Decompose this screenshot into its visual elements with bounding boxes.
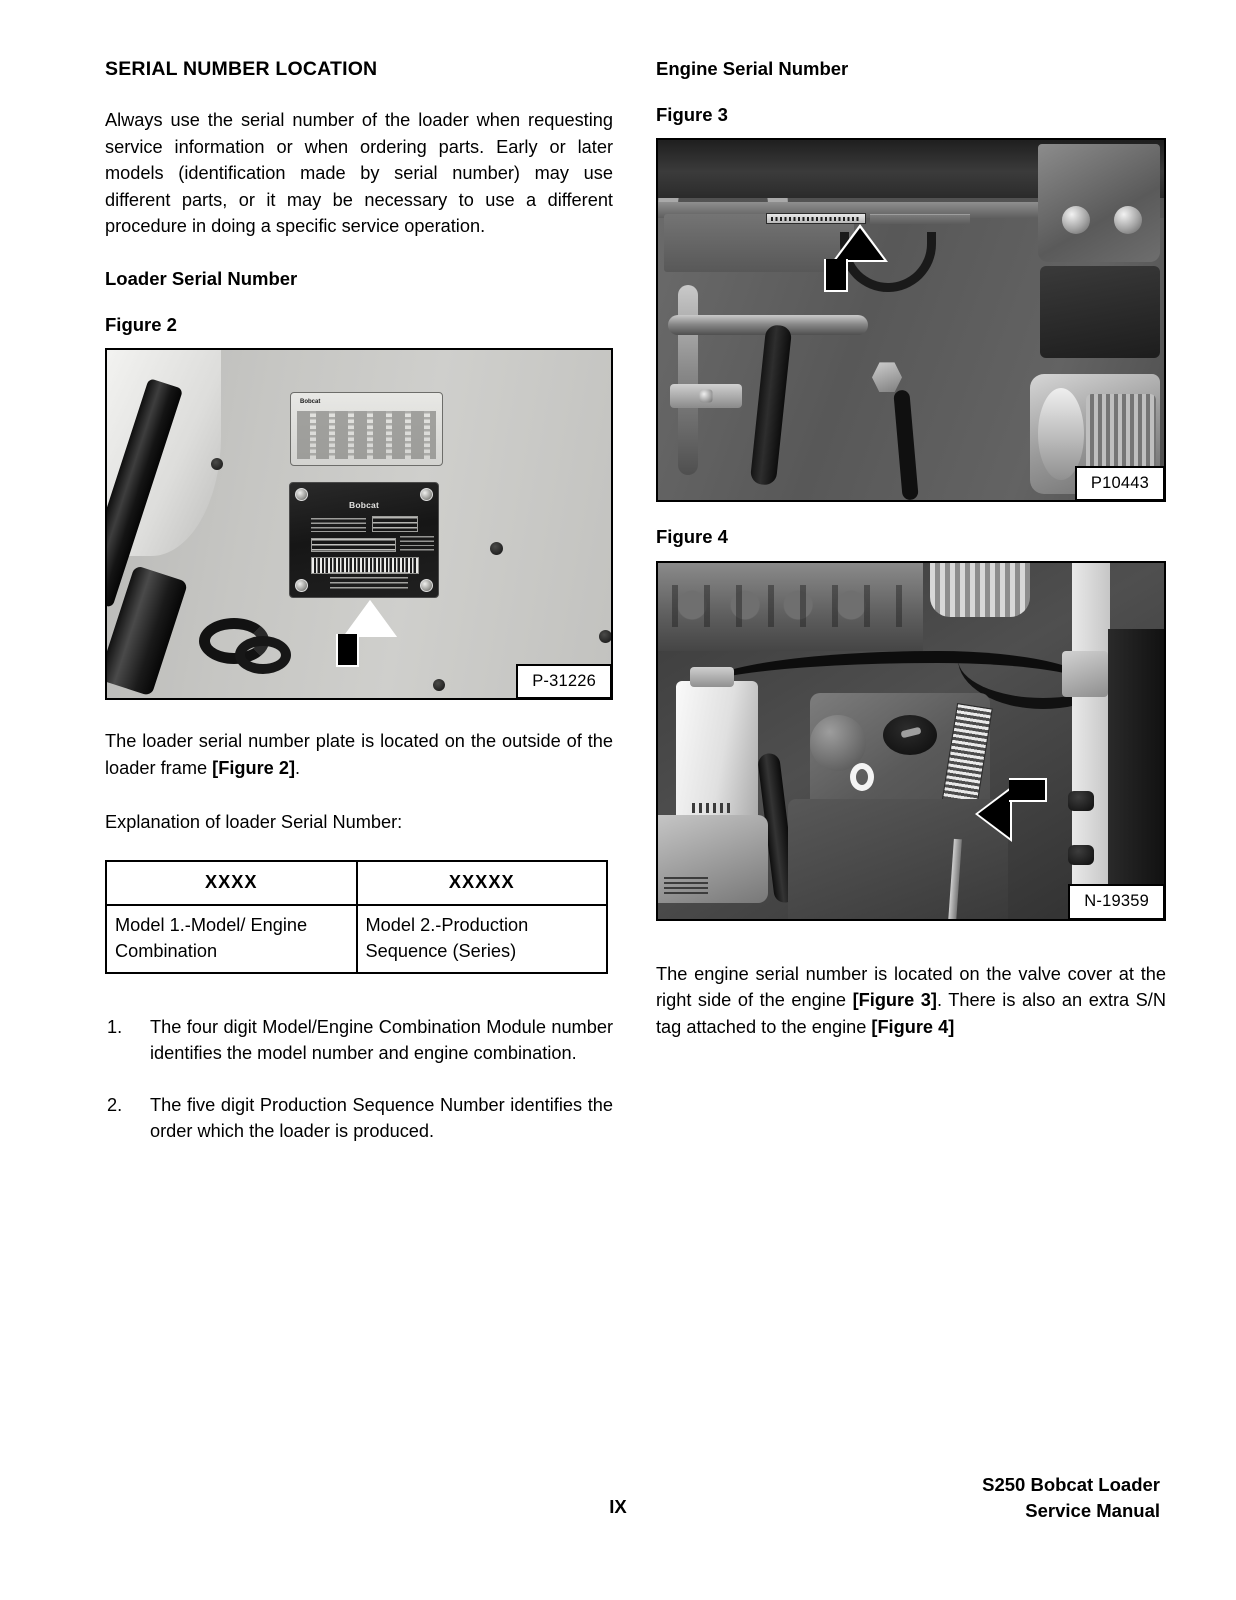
plate-bolt	[295, 579, 308, 592]
figure-4-label: Figure 4	[656, 526, 728, 548]
engine-data-strip	[870, 214, 970, 224]
figure-2-photo-id: P-31226	[516, 664, 612, 700]
intro-paragraph: Always use the serial number of the loader when requesting service information or when ordering parts. Early or later models (identification made by serial number) may use different parts, or it may be necessary to use a different procedure in doing a specific service operation.	[105, 110, 613, 237]
spacer	[105, 700, 613, 728]
rocker-arm-shadows	[672, 585, 902, 627]
plate-pin-caption	[400, 536, 434, 552]
specification-decal	[290, 392, 443, 466]
table-cell: Model 2.-Production Sequence (Series)	[357, 905, 608, 973]
arrow-head	[978, 790, 1010, 838]
spacer	[105, 336, 613, 348]
plate-brand-text: Bobcat	[348, 500, 379, 511]
fuel-filter	[676, 681, 758, 829]
table-header-cell: XXXXX	[357, 861, 608, 905]
plate-label-text	[311, 518, 366, 532]
caption-figure-reference: [Figure 2]	[212, 757, 296, 778]
serial-number-plate	[289, 482, 439, 598]
spacer	[656, 126, 1166, 138]
radiator-core	[1108, 629, 1164, 919]
list-item-number: 1.	[107, 1016, 123, 1037]
bobcat-logo-text: Bobcat	[300, 399, 321, 406]
figure-4-image	[656, 561, 1166, 921]
hydraulic-hose-secondary	[235, 636, 291, 674]
list-item-number: 2.	[107, 1094, 123, 1115]
frame-hole	[433, 679, 445, 691]
plate-bolt	[420, 579, 433, 592]
figure-2-image	[105, 348, 613, 700]
timing-gear	[930, 563, 1030, 617]
serial-number-notes-list	[105, 1014, 613, 1145]
caption-figure-reference-3: [Figure 3]	[852, 990, 937, 1011]
list-item	[105, 1014, 613, 1067]
spacer	[105, 240, 613, 268]
white-retaining-clip	[850, 763, 874, 791]
spacer	[656, 949, 1166, 961]
caption-text-plain: The loader serial number plate is located on the outside of the loader frame	[105, 731, 613, 778]
spacer	[105, 974, 613, 1002]
figure-2-label: Figure 2	[105, 314, 177, 336]
fuel-solenoid	[810, 715, 866, 771]
engine-serial-number-photo	[658, 140, 1164, 500]
footer-manual-title	[982, 1472, 1160, 1524]
arrow-stem	[336, 634, 359, 667]
caption-text-part1: The engine serial number is located on the valve cover at the right side of the engine	[656, 963, 1166, 1011]
figure-3-photo-id: P10443	[1075, 466, 1165, 502]
engine-sn-tag-photo	[658, 563, 1164, 919]
radiator-panel	[1072, 563, 1110, 919]
spacer	[105, 781, 613, 809]
spacer	[656, 921, 1166, 949]
caption-text-end: .	[295, 757, 301, 778]
page-title: SERIAL NUMBER LOCATION	[105, 58, 378, 80]
arrow-head	[836, 228, 884, 260]
figure-4-photo-id: N-19359	[1068, 884, 1165, 920]
panel-grommet	[1068, 791, 1094, 811]
arrow-stem	[1009, 778, 1047, 802]
frame-hole	[211, 458, 223, 470]
engine-serial-number-tag	[766, 213, 866, 224]
spacer	[105, 290, 613, 314]
caption-figure-reference-4: [Figure 4]	[871, 1016, 955, 1037]
spacer	[105, 836, 613, 860]
frame-hole	[599, 630, 612, 643]
arrow-stem	[824, 259, 848, 292]
table-header-row	[106, 861, 607, 905]
plate-company-address	[330, 572, 408, 591]
spacer	[656, 549, 1166, 561]
loader-serial-plate-photo	[107, 350, 611, 698]
spacer	[105, 1002, 613, 1014]
decal-table-lines	[297, 411, 436, 459]
hose-clamp	[670, 384, 742, 408]
spacer	[656, 502, 1166, 526]
coolant-pipe-vertical	[678, 285, 698, 475]
arrow-head	[347, 603, 393, 635]
table-row	[106, 905, 607, 973]
figure-2-caption	[105, 728, 613, 781]
list-item-text: The five digit Production Sequence Number identifies the order which the loader is produced.	[150, 1094, 613, 1142]
engine-serial-number-heading: Engine Serial Number	[656, 58, 849, 79]
page-number: IX	[609, 1496, 627, 1517]
figure-3-label: Figure 3	[656, 104, 728, 126]
figure-3-image	[656, 138, 1166, 502]
loader-serial-number-heading: Loader Serial Number	[105, 267, 298, 289]
starter-motor	[658, 815, 768, 903]
footer-manual-line-2: Service Manual	[1025, 1500, 1160, 1521]
explanation-lead: Explanation of loader Serial Number:	[105, 812, 403, 833]
left-column	[105, 58, 613, 1145]
footer-manual-line-1: S250 Bobcat Loader	[982, 1474, 1160, 1495]
caption-text-part2: . There is also an extra S/N tag attached to the engine	[656, 990, 1166, 1037]
list-item-text: The four digit Model/Engine Combination Module number identifies the model number and engine combination.	[150, 1016, 613, 1064]
engine-serial-number-caption	[656, 961, 1166, 1041]
panel-grommet	[1068, 845, 1094, 865]
plate-pin-box	[311, 538, 396, 552]
bracket-shadow-area	[1040, 266, 1160, 358]
spacer	[656, 80, 1166, 104]
serial-number-explanation-table	[105, 860, 608, 974]
right-column	[656, 58, 1166, 1040]
frame-hole	[490, 542, 503, 555]
oil-fill-cap	[883, 715, 937, 755]
table-cell: Model 1.-Model/ Engine Combination	[106, 905, 357, 973]
engine-mount-bracket	[1038, 144, 1160, 262]
list-item	[105, 1092, 613, 1145]
plate-model-box	[372, 516, 418, 532]
table-header-cell: XXXX	[106, 861, 357, 905]
electrical-connector	[1062, 651, 1108, 697]
